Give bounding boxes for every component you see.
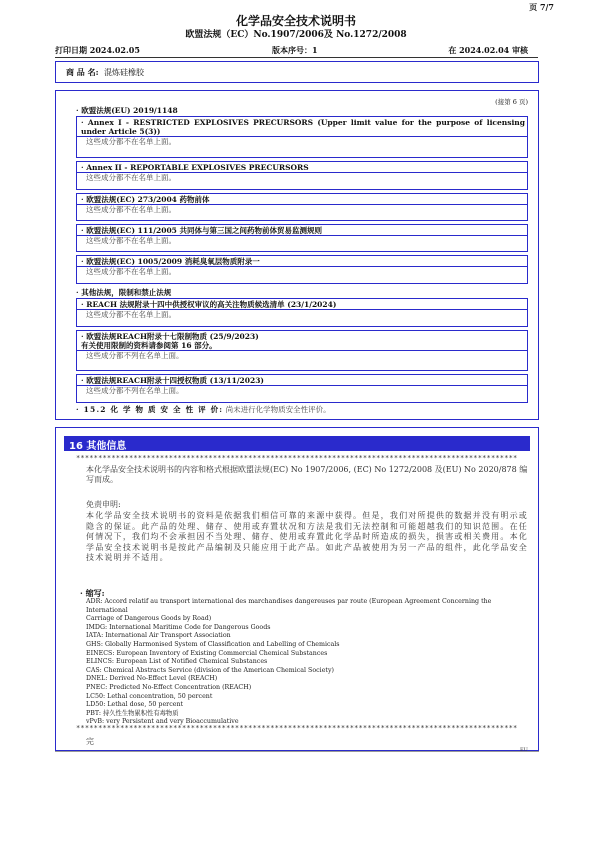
end-marker: 完: [86, 737, 94, 746]
print-date: 打印日期 2024.02.05: [55, 45, 140, 55]
abbr-item: Carriage of Dangerous Goods by Road): [86, 615, 212, 623]
annex-2-box: [76, 161, 528, 190]
eu-2019-1148-heading: · 欧盟法规(EU) 2019/1148: [76, 106, 178, 115]
section-16-heading: 16 其他信息: [69, 441, 127, 452]
reach-annex-14-title: · 欧盟法规REACH附录十四授权物质 (13/11/2023): [81, 376, 264, 385]
product-name-label: 商 品 名:: [66, 67, 99, 77]
reg-1005-note: 这些成分都不在名单上面。: [86, 267, 176, 276]
abbr-item: PNEC: Predicted No-Effect Concentration (REACH): [86, 683, 252, 691]
document-title: 化学品安全技术说明书: [235, 14, 356, 28]
abbr-item: vPvB: very Persistent and very Bioaccumulative: [86, 718, 239, 726]
page-number: 页 7/7: [529, 2, 554, 12]
document-subtitle: 欧盟法规（EC）No.1907/2006及 No.1272/2008: [185, 30, 407, 40]
reach-annex-14-box: [76, 374, 528, 403]
abbr-item: CAS: Chemical Abstracts Service (division of the American Chemical Society): [86, 666, 334, 674]
product-name-value: 混炼硅橡胶: [104, 68, 144, 77]
abbr-item: EINECS: European Inventory of Existing Commercial Chemical Substances: [86, 649, 328, 657]
abbreviations-heading: · 缩写:: [80, 588, 105, 598]
reg-273-note: 这些成分都不在名单上面。: [86, 205, 176, 214]
other-regulations-heading: · 其他法规，限制和禁止法规: [76, 288, 172, 297]
csa-value: 尚未进行化学物质安全性评价。: [225, 405, 331, 414]
disclaimer-text: 本化学品安全技术说明书的资料是依据我们相信可靠的来源中获得。但是，我们对所提供的数据并没有明示或隐含的保证。此产品的处理、储存、使用或弃置状况和方法是我们无法控制和可能超越我们的知识范围。在任何情况下，我们均不会承担因不当处理、储存、使用或弃置此化学品时所造成的损失，损害或相关费用。本化学品安全技术说明书是按此产品编制及只能应用于此产品。如此产品被使用为另一产品的组件，此化学品安全技术说明并不适用。: [86, 511, 528, 562]
version-number: 版本序号：1: [272, 45, 318, 55]
reach-annex-17-title: · 欧盟法规REACH附录十七限制物质 (25/9/2023): [81, 332, 259, 341]
reach-annex-17-note: 这些成分都不列在名单上面。: [86, 351, 184, 360]
reach-annex-17-subtitle: 有关使用限制的资料请参阅第 16 部分。: [81, 341, 217, 350]
abbr-item: PBT: 持久性生物累积性有毒物质: [86, 709, 179, 717]
reg-1005-title: · 欧盟法规(EC) 1005/2009 消耗臭氧层物质附录一: [81, 257, 260, 266]
reg-273-title: · 欧盟法规(EC) 273/2004 药物前体: [81, 195, 210, 204]
star-divider-bottom: ****************************************************************************************************: [76, 724, 518, 732]
review-date: 在 2024.02.04 审核: [448, 45, 528, 55]
reg-273-box: [76, 193, 528, 221]
annex-1-box: [76, 116, 528, 158]
reach-annex-14-note: 这些成分都不列在名单上面。: [86, 386, 184, 395]
abbr-item: LC50: Lethal concentration, 50 percent: [86, 692, 213, 700]
star-divider-top: ****************************************************************************************************: [76, 454, 518, 462]
annex-2-title: · Annex II - REPORTABLE EXPLOSIVES PRECURSORS: [81, 163, 309, 172]
csa-label: · 15.2 化 学 物 质 安 全 性 评 价:: [76, 405, 224, 414]
abbr-item: LD50: Lethal dose, 50 percent: [86, 701, 184, 709]
abbr-item: ELINCS: European List of Notified Chemical Substances: [86, 658, 268, 666]
reg-1005-box: [76, 255, 528, 284]
footer-tag: EU: [520, 747, 528, 753]
reach-candidate-note: 这些成分都不在名单上面。: [86, 310, 176, 319]
abbr-item: IATA: International Air Transport Association: [86, 632, 231, 640]
product-name-box: [55, 61, 539, 83]
reg-111-title: · 欧盟法规(EC) 111/2005 共同体与第三国之间药物前体贸易监测规则: [81, 226, 322, 235]
disclaimer-title: 免责申明:: [86, 500, 121, 509]
reg-111-note: 这些成分都不在名单上面。: [86, 236, 176, 245]
continued-note: (接第 6 页): [495, 98, 528, 106]
sds-format-statement: 本化学品安全技术说明书的内容和格式根据欧盟法规(EC) No 1907/2006, (EC) No 1272/2008 及(EU) No 2020/878 编写而成。: [86, 465, 528, 484]
header-rule: [55, 57, 538, 58]
reach-candidate-box: [76, 298, 528, 327]
abbr-item: IMDG: International Maritime Code for Dangerous Goods: [86, 623, 271, 631]
footer-rule: [55, 751, 539, 752]
section-16-heading-bar: [64, 436, 530, 451]
annex-1-title: · Annex I - RESTRICTED EXPLOSIVES PRECURSORS (Upper limit value for the purpose of licensing under Article 5(3)): [81, 118, 525, 136]
reg-111-box: [76, 224, 528, 252]
annex-2-note: 这些成分都不在名单上面。: [86, 173, 176, 182]
csa-line: [76, 405, 331, 414]
abbr-item: GHS: Globally Harmonised System of Classification and Labelling of Chemicals: [86, 640, 340, 648]
reach-candidate-title: · REACH 法规附录十四中供授权审议的高关注物质候选清单 (23/1/2024): [81, 300, 337, 309]
abbreviations-list: [86, 598, 528, 727]
abbr-item: ADR: Accord relatif au transport international des marchandises dangereuses par route (European Agreement Concerning the International: [86, 598, 492, 614]
annex-1-note: 这些成分都不在名单上面。: [86, 137, 176, 146]
abbr-item: DNEL: Derived No-Effect Level (REACH): [86, 675, 218, 683]
reach-annex-17-box: [76, 330, 528, 371]
